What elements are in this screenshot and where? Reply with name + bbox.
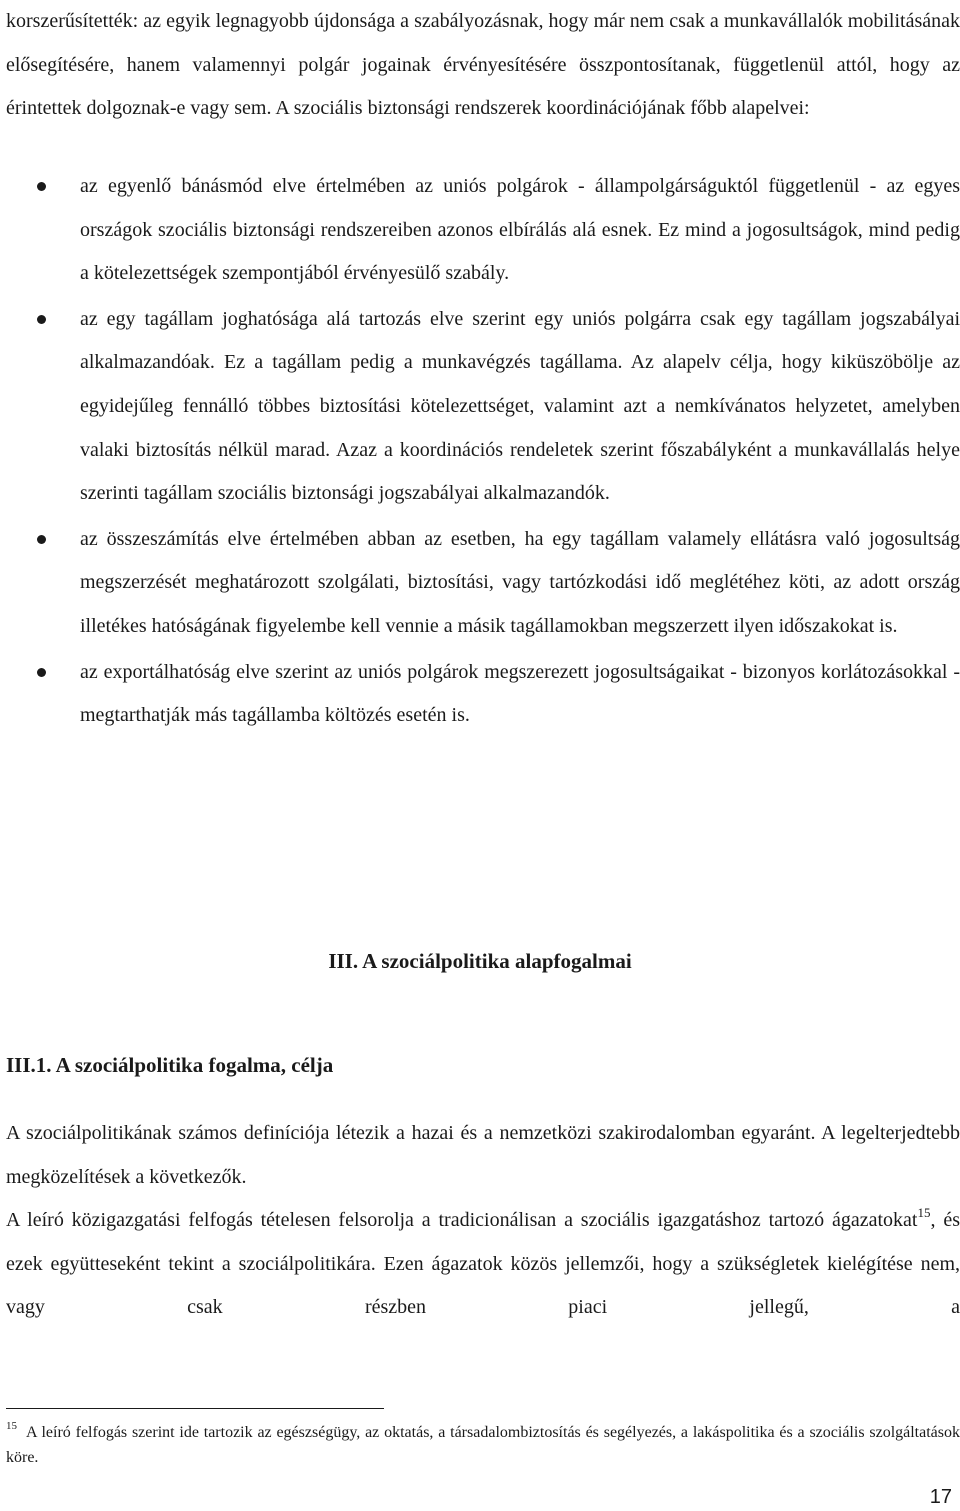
footnote-divider	[6, 1408, 384, 1409]
chapter-heading: III. A szociálpolitika alapfogalmai	[328, 949, 632, 973]
bullet-icon	[37, 182, 46, 191]
principle-text: az egy tagállam joghatósága alá tartozás elve szerint egy uniós polgárra csak egy tagállam jogszabályai alkalmazandóak. Ez a tagállam pedig a munkavégzés tagállama. Az alapelv célja, hogy kiküszöbölje az egyidejűleg fennálló többes biztosítási kötelezettséget, valamint azt a nemkívánatos helyzetet, amelyben valaki biztosítás nélkül marad. Azaz a koordinációs rendeletek szerint főszabályként a munkavállalás helye szerinti tagállam szociális biztonsági jogszabályai alkalmazandók.	[80, 307, 960, 505]
page-number: 17	[929, 1486, 952, 1508]
principles-list	[0, 165, 960, 738]
list-item	[0, 165, 960, 296]
bullet-icon	[37, 668, 46, 677]
footnote-number: 15	[6, 1420, 17, 1432]
footnote-text: A leíró felfogás szerint ide tartozik az egészségügy, az oktatás, a társadalombiztosítás és segélyezés, a lakáspolitika és a szociális szolgáltatások köre.	[6, 1424, 960, 1466]
principle-text: az egyenlő bánásmód elve értelmében az uniós polgárok - állampolgárságuktól függetlenül - az egyes országok szociális biztonsági rendszereiben azonos elbírálás alá esnek. Ez mind a jogosultságok, mind pedig a kötelezettségek szempontjából érvényesülő szabály.	[80, 175, 960, 285]
descriptive-paragraph	[6, 1199, 960, 1330]
section-heading: III.1. A szociálpolitika fogalma, célja	[6, 1053, 334, 1077]
list-item	[0, 518, 960, 649]
principle-text: az exportálhatóság elve szerint az uniós polgárok megszerezett jogosultságaikat - bizonyos korlátozásokkal - megtarthatják más tagállamba költözés esetén is.	[80, 660, 960, 727]
bullet-icon	[37, 535, 46, 544]
list-item	[0, 651, 960, 738]
intro-paragraph: korszerűsítették: az egyik legnagyobb újdonsága a szabályozásnak, hogy már nem csak a munkavállalók mobilitásának elősegítésére, hanem valamennyi polgár jogainak érvényesítésére összpontosítanak, függetlenül attól, hogy az érintettek dolgoznak-e vagy sem. A szociális biztonsági rendszerek koordinációjának főbb alapelvei:	[6, 10, 960, 120]
principle-text: az összeszámítás elve értelmében abban az esetben, ha egy tagállam valamely ellátásra való jogosultság megszerzését meghatározott szolgálati, biztosítási, vagy tartózkodási idő meglétéhez köti, az adott ország illetékes hatóságának figyelembe kell vennie a másik tagállamokban megszerzett ilyen időszakokat is.	[80, 527, 960, 637]
bullet-icon	[37, 315, 46, 324]
list-item	[0, 298, 960, 516]
definitions-paragraph: A szociálpolitikának számos definíciója létezik a hazai és a nemzetközi szakirodalomban egyaránt. A legelterjedtebb megközelítések a következők.	[6, 1122, 960, 1188]
descriptive-text-end: , és ezek együtteseként tekint a szociálpolitikára. Ezen ágazatok közös jellemzői, hogy a szükségletek kielégítése nem, vagy csak részben piaci jellegű, a	[6, 1209, 960, 1319]
footnote	[6, 1420, 960, 1470]
footnote-reference[interactable]: 15	[917, 1205, 931, 1220]
descriptive-text-start: A leíró közigazgatási felfogás tételesen felsorolja a tradicionálisan a szociális igazgatáshoz tartozó ágazatokat	[6, 1209, 918, 1231]
